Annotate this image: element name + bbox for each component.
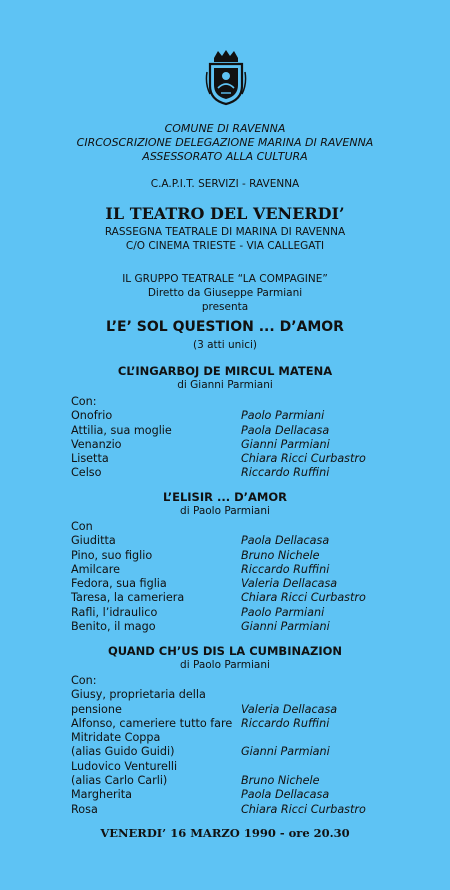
cast-actor: Bruno Nichele [241, 548, 320, 562]
cast-actor: Chiara Ricci Curbastro [241, 591, 366, 605]
cast-row [71, 549, 411, 563]
company-director: Diretto da Giuseppe Parmiani [147, 287, 303, 299]
cast-role: (alias Guido Guidi) [71, 745, 175, 759]
cast-row [71, 466, 411, 480]
cast-row [71, 717, 411, 731]
play-1-cast [71, 395, 411, 481]
cast-actor: Gianni Parmiani [241, 620, 330, 634]
cast-row [71, 774, 411, 788]
cast-actor: Valeria Dellacasa [241, 702, 338, 716]
header-block [0, 122, 450, 164]
header-line-circoscrizione: CIRCOSCRIZIONE DELEGAZIONE MARINA DI RAVENNA [76, 136, 374, 149]
event-subtitle-venue: C/O CINEMA TRIESTE - VIA CALLEGATI [125, 240, 325, 252]
play-1-title: CL’INGARBOJ DE MIRCUL MATENA [117, 364, 333, 378]
cast-role: Mitridate Coppa [71, 731, 161, 745]
cast-actor: Bruno Nichele [241, 774, 320, 788]
play-3-author: di Paolo Parmiani [180, 659, 270, 671]
performance-date: VENERDI’ 16 MARZO 1990 - ore 20.30 [100, 826, 350, 840]
cast-actor: Paolo Parmiani [241, 409, 325, 423]
cast-role: Lisetta [71, 452, 109, 466]
cast-row [71, 409, 411, 423]
play-2-author: di Paolo Parmiani [180, 505, 270, 517]
cast-role: Benito, il mago [71, 620, 156, 634]
play-3-cast [71, 674, 411, 817]
cast-actor: Gianni Parmiani [241, 437, 330, 451]
show-acts: (3 atti unici) [192, 339, 258, 351]
cast-row [71, 688, 411, 702]
play-3-con-label: Con: [71, 674, 97, 687]
cast-actor: Paola Dellacasa [241, 534, 330, 548]
play-1-con-label: Con: [71, 395, 97, 408]
cast-actor: Riccardo Ruffini [241, 716, 330, 730]
cast-row [71, 788, 411, 802]
play-3-title: QUAND CH’US DIS LA CUMBINAZION [107, 644, 343, 658]
cast-role: Venanzio [71, 437, 122, 451]
event-title: IL TEATRO DEL VENERDI’ [105, 204, 345, 223]
cast-actor: Riccardo Ruffini [241, 466, 330, 480]
cast-row [71, 534, 411, 548]
event-subtitle-rassegna: RASSEGNA TEATRALE DI MARINA DI RAVENNA [104, 226, 346, 238]
cast-actor: Chiara Ricci Curbastro [241, 452, 366, 466]
cast-row [71, 452, 411, 466]
cast-actor: Paola Dellacasa [241, 423, 330, 437]
cast-row [71, 803, 411, 817]
cast-row [71, 731, 411, 745]
cast-role: Giuditta [71, 534, 116, 548]
cast-actor: Paolo Parmiani [241, 605, 325, 619]
play-1-author: di Gianni Parmiani [177, 379, 273, 391]
cast-role: Rafli, l’idraulico [71, 605, 158, 619]
cast-actor: Gianni Parmiani [241, 745, 330, 759]
play-2-title: L’ELISIR ... D’AMOR [163, 490, 287, 504]
cast-row [71, 563, 411, 577]
cast-role: Celso [71, 466, 102, 480]
cast-role: Amilcare [71, 562, 121, 576]
cast-role: pensione [71, 702, 122, 716]
cast-role: Rosa [71, 802, 98, 816]
cast-actor: Valeria Dellacasa [241, 577, 338, 591]
cast-actor: Chiara Ricci Curbastro [241, 802, 366, 816]
cast-row [71, 620, 411, 634]
cast-row [71, 606, 411, 620]
header-line-comune: COMUNE DI RAVENNA [164, 122, 286, 135]
capit-line: C.A.P.I.T. SERVIZI - RAVENNA [150, 178, 300, 190]
company-presents: presenta [201, 301, 249, 313]
cast-role: (alias Carlo Carli) [71, 774, 168, 788]
play-2-con-label: Con [71, 520, 93, 533]
cast-row [71, 745, 411, 759]
play-2-cast [71, 520, 411, 634]
cast-row [71, 438, 411, 452]
cast-row [71, 577, 411, 591]
cast-actor: Paola Dellacasa [241, 788, 330, 802]
cast-role: Pino, suo figlio [71, 548, 153, 562]
cast-row [71, 703, 411, 717]
event-subtitle [0, 225, 450, 253]
cast-actor: Riccardo Ruffini [241, 562, 330, 576]
cast-role: Onofrio [71, 409, 113, 423]
cast-role: Ludovico Venturelli [71, 759, 178, 773]
cast-role: Margherita [71, 788, 132, 802]
coat-of-arms-icon [205, 48, 247, 106]
cast-role: Fedora, sua figlia [71, 577, 167, 591]
header-line-assessorato: ASSESSORATO ALLA CULTURA [142, 150, 308, 163]
cast-row [71, 760, 411, 774]
company-block [0, 272, 450, 314]
cast-role: Taresa, la cameriera [71, 591, 185, 605]
cast-role: Alfonso, cameriere tutto fare [71, 716, 233, 730]
cast-role: Attilia, sua moglie [71, 423, 172, 437]
cast-row [71, 424, 411, 438]
company-name: IL GRUPPO TEATRALE “LA COMPAGINE” [122, 273, 328, 285]
cast-role: Giusy, proprietaria della [71, 688, 206, 702]
show-title: L’E’ SOL QUESTION ... D’AMOR [106, 319, 344, 335]
cast-row [71, 591, 411, 605]
